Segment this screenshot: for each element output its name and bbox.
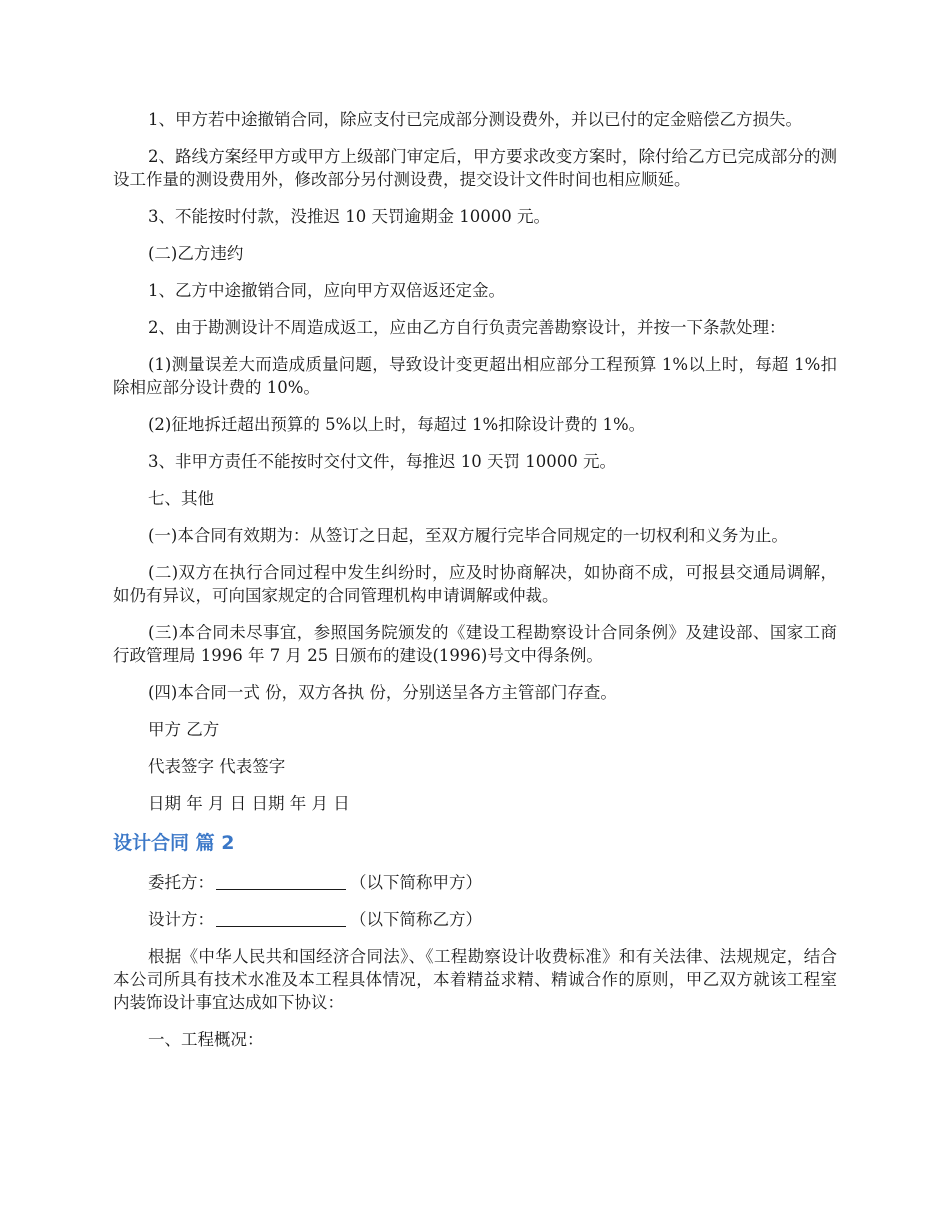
paragraph: (三)本合同未尽事宜，参照国务院颁发的《建设工程勘察设计合同条例》及建设部、国家工商行政管理局 1996 年 7 月 25 日颁布的建设(1996)号文中得条例。 <box>113 623 837 665</box>
section-heading: 设计合同 篇 2 <box>113 832 235 854</box>
paragraph: (四)本合同一式 份，双方各执 份，分别送呈各方主管部门存查。 <box>148 683 617 702</box>
designer-line <box>113 908 837 931</box>
client-blank <box>216 873 346 890</box>
paragraph: 2、路线方案经甲方或甲方上级部门审定后，甲方要求改变方案时，除付给乙方已完成部分的测设工作量的测设费用外，修改部分另付测设费，提交设计文件时间也相应顺延。 <box>113 147 837 189</box>
paragraph: 根据《中华人民共和国经济合同法》、《工程勘察设计收费标准》和有关法律、法规规定，结合本公司所具有技术水准及本工程具体情况，本着精益求精、精诚合作的原则，甲乙双方就该工程室内装饰设计事宜达成如下协议： <box>113 947 837 1012</box>
client-label: 委托方： <box>148 873 214 892</box>
paragraph: (二)乙方违约 <box>148 244 244 263</box>
signature-representatives: 代表签字 代表签字 <box>148 757 286 776</box>
paragraph: 一、工程概况： <box>148 1030 264 1049</box>
paragraph: 3、非甲方责任不能按时交付文件，每推迟 10 天罚 10000 元。 <box>148 452 616 471</box>
paragraph: (2)征地拆迁超出预算的 5%以上时，每超过 1%扣除设计费的 1%。 <box>148 415 646 434</box>
designer-label: 设计方： <box>148 910 214 929</box>
designer-blank <box>216 910 346 927</box>
paragraph: (一)本合同有效期为：从签订之日起，至双方履行完毕合同规定的一切权利和义务为止。 <box>148 526 788 545</box>
section-title-other: 七、其他 <box>148 489 214 508</box>
designer-suffix: （以下简称乙方） <box>350 910 482 929</box>
paragraph: 3、不能按时付款，没推迟 10 天罚逾期金 10000 元。 <box>148 207 550 226</box>
signature-parties: 甲方 乙方 <box>148 720 220 739</box>
paragraph: 1、甲方若中途撤销合同，除应支付已完成部分测设费外，并以已付的定金赔偿乙方损失。 <box>148 110 802 129</box>
client-suffix: （以下简称甲方） <box>350 873 482 892</box>
paragraph: (1)测量误差大而造成质量问题，导致设计变更超出相应部分工程预算 1%以上时，每超 1%扣除相应部分设计费的 10%。 <box>113 355 837 397</box>
paragraph: 2、由于勘测设计不周造成返工，应由乙方自行负责完善勘察设计，并按一下条款处理： <box>148 318 786 337</box>
paragraph: (二)双方在执行合同过程中发生纠纷时，应及时协商解决，如协商不成，可报县交通局调解，如仍有异议，可向国家规定的合同管理机构申请调解或仲裁。 <box>113 563 837 605</box>
client-line <box>113 871 837 894</box>
signature-dates: 日期 年 月 日 日期 年 月 日 <box>148 794 350 813</box>
paragraph: 1、乙方中途撤销合同，应向甲方双倍返还定金。 <box>148 281 505 300</box>
